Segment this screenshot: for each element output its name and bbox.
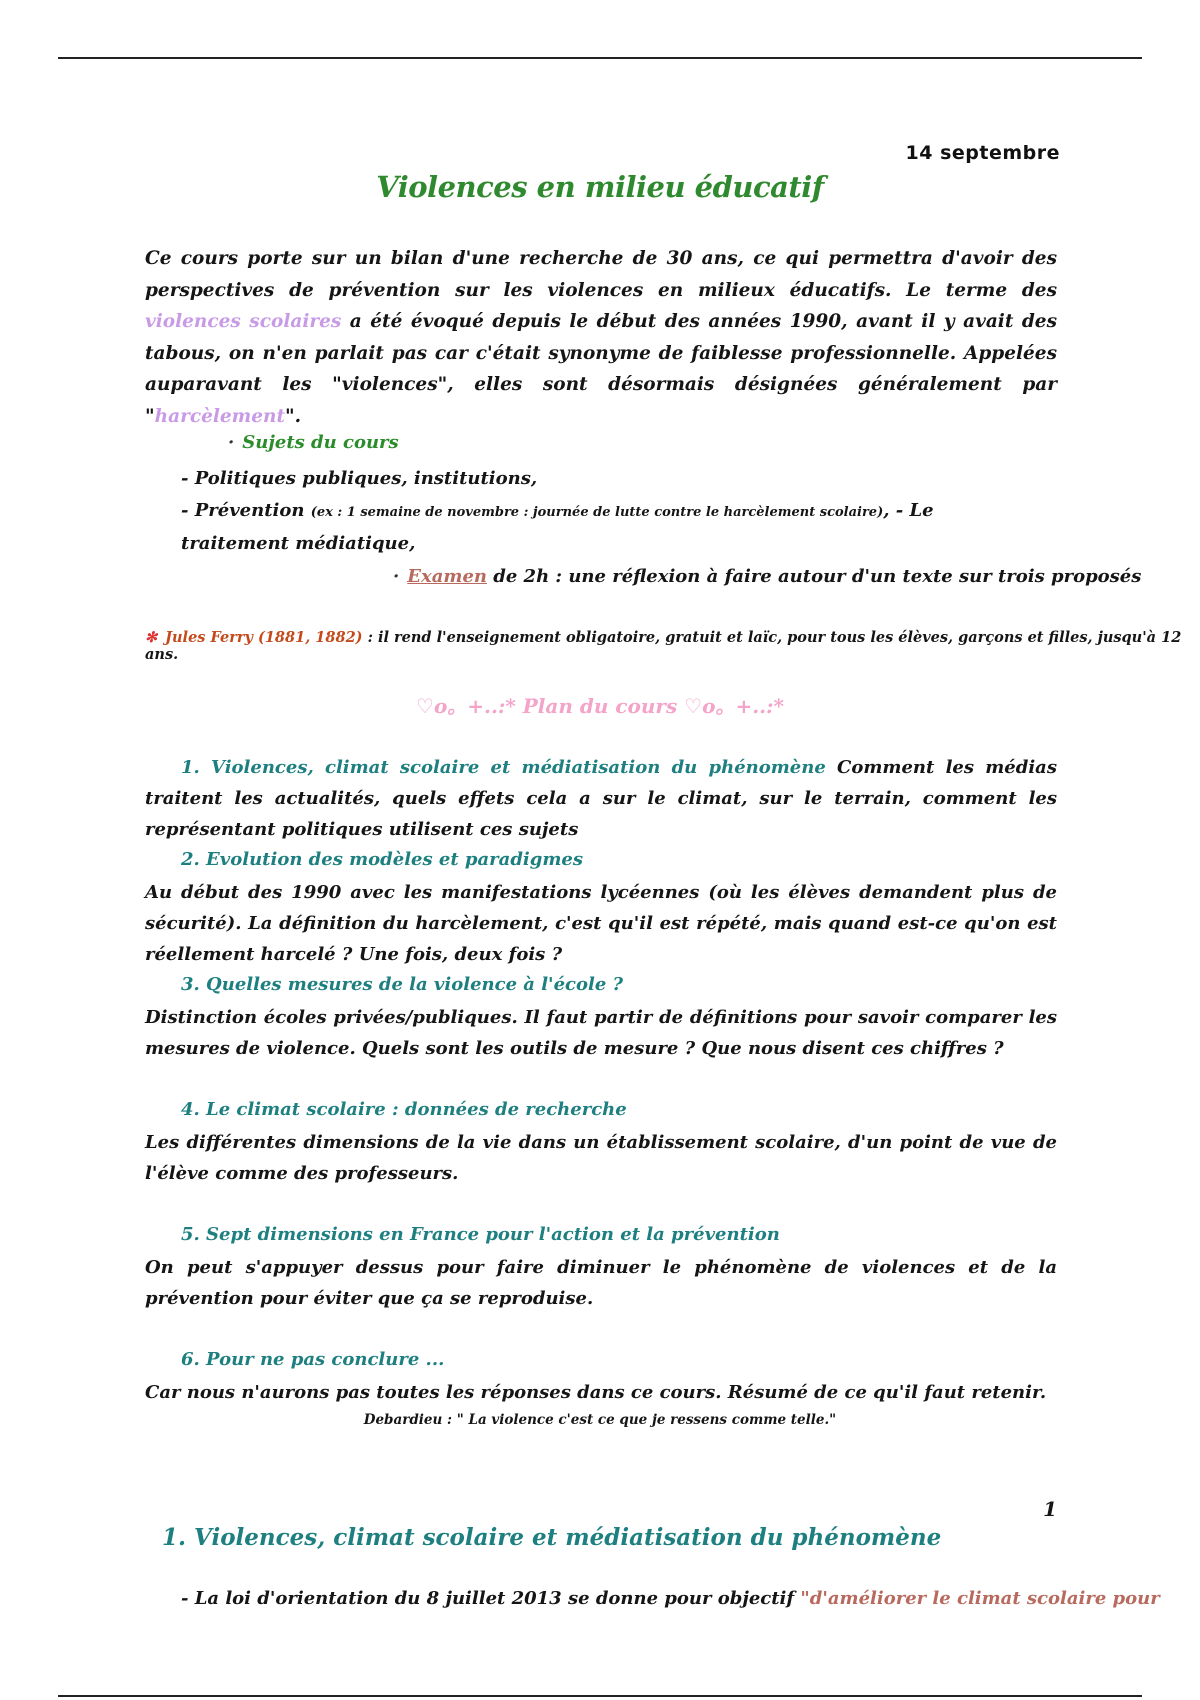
ferry-name: Jules Ferry (1881, 1882)	[165, 629, 363, 646]
section-4-heading: 4. Le climat scolaire : données de recherche	[181, 1099, 627, 1120]
ferry-text: : il rend l'enseignement obligatoire, gratuit et laïc, pour tous les élèves, garçons et filles, jusqu'à 12 ans.	[145, 629, 1182, 663]
page-number: 1	[1043, 1497, 1057, 1521]
bullet-dot: ·	[393, 566, 400, 587]
highlight-violences-scolaires: violences scolaires	[145, 311, 342, 332]
subject-item-prevention	[181, 495, 961, 559]
subjects-heading-label: Sujets du cours	[242, 432, 399, 453]
intro-paragraph	[145, 243, 1057, 432]
highlight-harcelement: harcèlement	[154, 405, 285, 427]
intro-text-1: Ce cours porte sur un bilan d'une recherche de 30 ans, ce qui permettra d'avoir des perspectives de prévention sur les violences en milieux éducatifs. Le terme des	[145, 248, 1057, 301]
prevention-rest: , - Le traitement médiatique,	[181, 500, 934, 554]
section-2-heading: 2. Evolution des modèles et paradigmes	[181, 849, 583, 870]
section-1-text: Comment les médias traitent les actualités, quels effets cela a sur le climat, sur le terrain, comment les représentant politiques utilisent ces sujets	[145, 757, 1057, 840]
section-6-heading: 6. Pour ne pas conclure ...	[181, 1349, 445, 1370]
section-1	[145, 752, 1057, 845]
section-1-heading: 1. Violences, climat scolaire et médiatisation du phénomène	[181, 757, 826, 778]
plan-heading: ♡o。+..:* Plan du cours ♡o。+..:*	[416, 694, 784, 718]
page-date: 14 septembre	[905, 142, 1060, 164]
intro-text-2: a été évoqué depuis le début des années 1990, avant il y avait des tabous, on n'en parlait pas car c'était synonyme de faiblesse professionnelle. Appelées auparavant les "violences", elles sont désormais désignées généralement par "	[145, 311, 1057, 427]
loi-text: - La loi d'orientation du 8 juillet 2013 se donne pour objectif	[181, 1588, 801, 1609]
next-section-heading: 1. Violences, climat scolaire et médiatisation du phénomène	[162, 1524, 942, 1551]
subjects-heading	[228, 432, 399, 453]
exam-word: Examen	[407, 566, 487, 587]
debardieu-quote: Debardieu : " La violence c'est ce que je ressens comme telle."	[363, 1412, 837, 1428]
section-5-text: On peut s'appuyer dessus pour faire diminuer le phénomène de violences et de la prévention pour éviter que ça se reproduise.	[145, 1257, 1057, 1309]
section-3-heading: 3. Quelles mesures de la violence à l'école ?	[181, 974, 624, 995]
bullet-dot: ·	[228, 432, 235, 453]
section-5-heading: 5. Sept dimensions en France pour l'action et la prévention	[181, 1224, 780, 1245]
asterisk-icon: ✻	[145, 629, 158, 646]
top-rule	[58, 57, 1142, 59]
page-title: Violences en milieu éducatif	[376, 170, 824, 204]
subject-item-politiques: - Politiques publiques, institutions,	[181, 468, 538, 489]
prevention-example: (ex : 1 semaine de novembre : journée de lutte contre le harcèlement scolaire)	[310, 505, 884, 520]
jules-ferry-note	[145, 629, 1200, 663]
intro-text-3: ".	[285, 405, 302, 427]
next-section-line	[181, 1588, 1160, 1609]
prevention-label: - Prévention	[181, 500, 311, 521]
section-2-text: Au début des 1990 avec les manifestations lycéennes (où les élèves demandent plus de sécurité). La définition du harcèlement, c'est qu'il est répété, mais quand est-ce qu'on est réellement harcelé ? Une fois, deux fois ?	[145, 882, 1057, 965]
exam-text: de 2h : une réflexion à faire autour d'un texte sur trois proposés	[486, 566, 1142, 587]
exam-note	[393, 566, 1141, 587]
section-3-text: Distinction écoles privées/publiques. Il faut partir de définitions pour savoir comparer les mesures de violence. Quels sont les outils de mesure ? Que nous disent ces chiffres ?	[145, 1007, 1057, 1059]
section-4-text: Les différentes dimensions de la vie dans un établissement scolaire, d'un point de vue de l'élève comme des professeurs.	[145, 1132, 1057, 1184]
section-6-text: Car nous n'aurons pas toutes les réponses dans ce cours. Résumé de ce qu'il faut retenir.	[145, 1382, 1047, 1403]
bottom-rule	[58, 1695, 1142, 1697]
loi-highlight: "d'améliorer le climat scolaire pour	[800, 1588, 1160, 1609]
